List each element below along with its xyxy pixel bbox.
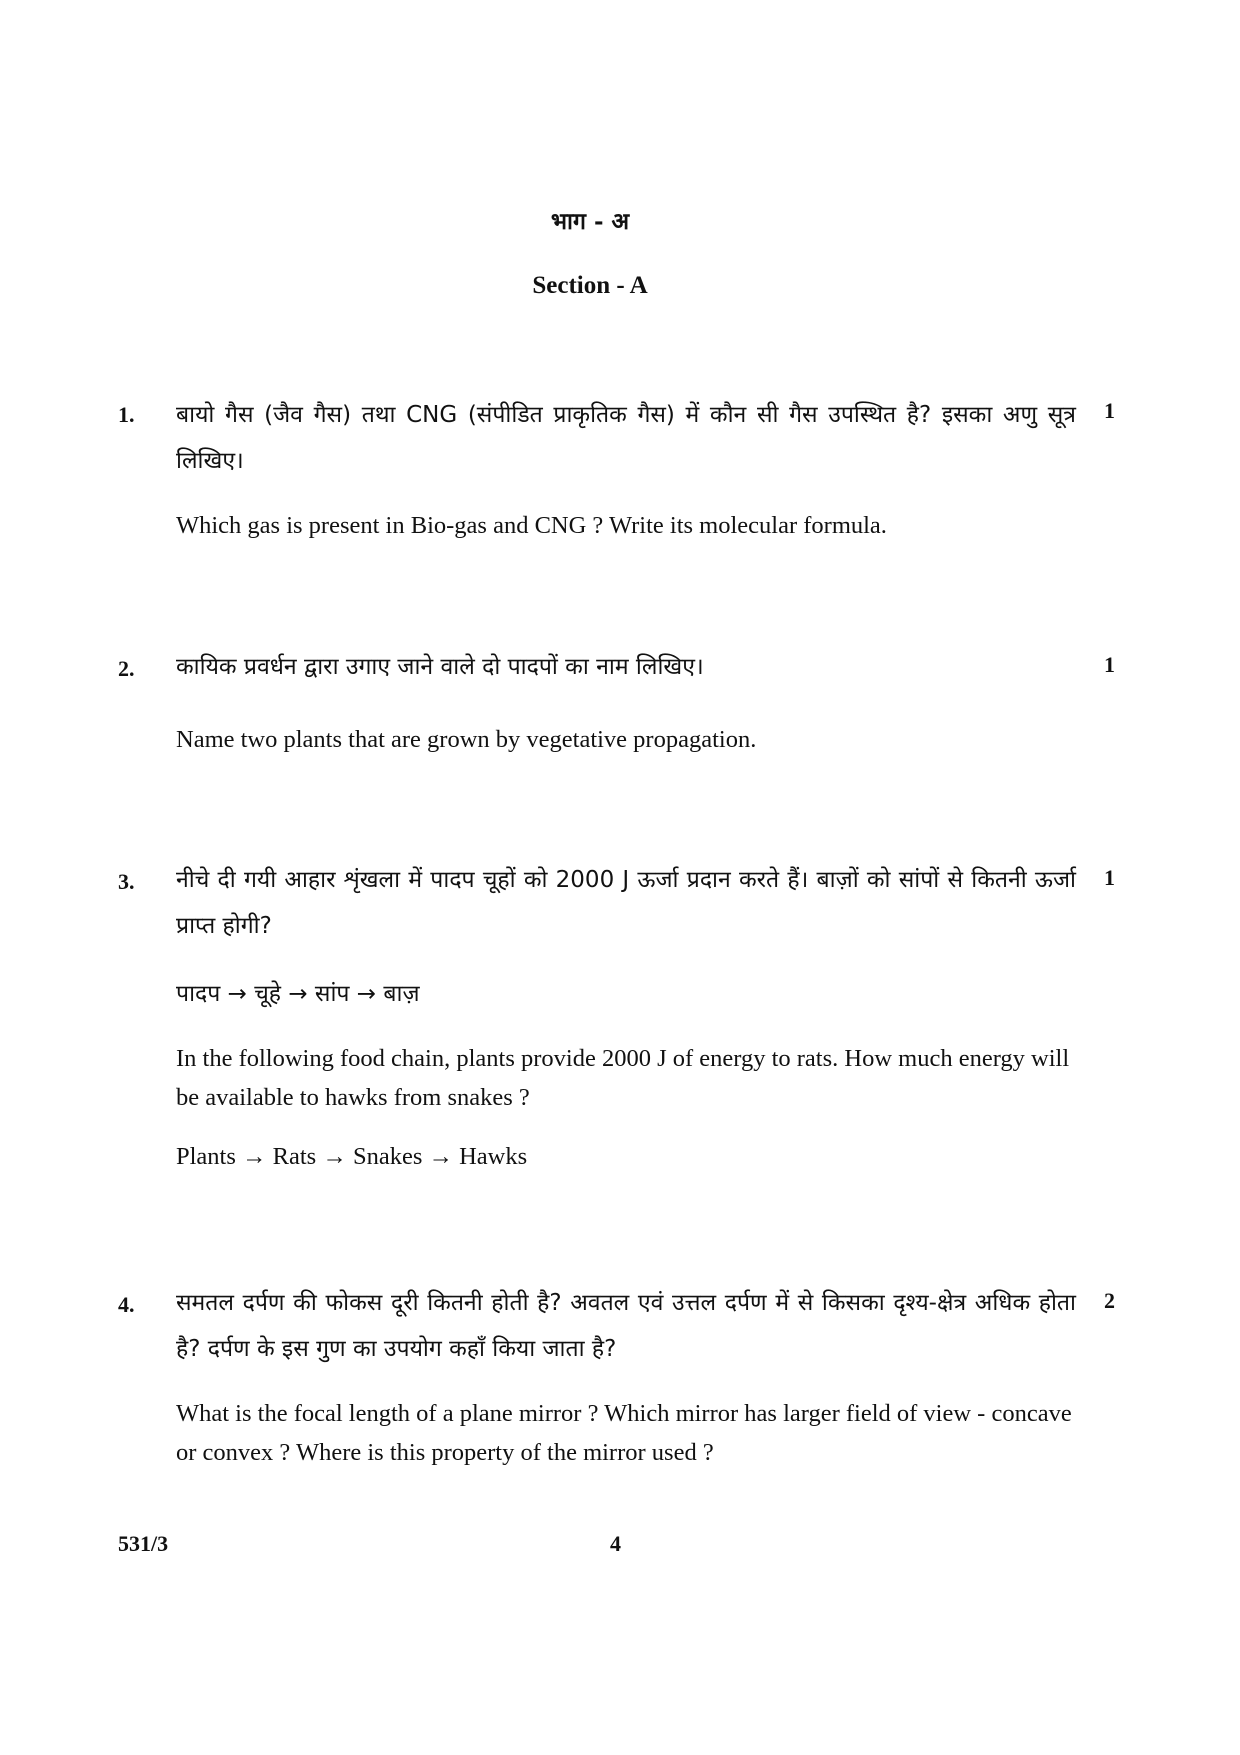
question-text-english: What is the focal length of a plane mirror ? Which mirror has larger field of view - concave or convex ? Where is this property of the mirror used ?	[176, 1400, 1072, 1466]
question-text-hindi: समतल दर्पण की फोकस दूरी कितनी होती है? अवतल एवं उत्तल दर्पण में से किसका दृश्य-क्षेत्र अधिक होता है? दर्पण के इस गुण का उपयोग कहाँ किया जाता है?	[176, 1290, 1076, 1362]
question-text-english: Which gas is present in Bio-gas and CNG ? Write its molecular formula.	[176, 512, 887, 539]
question-text-hindi: कायिक प्रवर्धन द्वारा उगाए जाने वाले दो पादपों का नाम लिखिए।	[176, 654, 704, 680]
question-text-english: Name two plants that are grown by vegetative propagation.	[176, 726, 757, 753]
question-number: 1.	[118, 402, 135, 427]
question-marks: 1	[1104, 865, 1115, 890]
question-text-english: In the following food chain, plants provide 2000 J of energy to rats. How much energy will be available to hawks from snakes ?	[176, 1045, 1070, 1111]
paper-code: 531/3	[118, 1531, 169, 1556]
food-chain-english: Plants → Rats → Snakes → Hawks	[176, 1143, 528, 1170]
question-marks: 1	[1104, 652, 1115, 677]
page-number: 4	[610, 1531, 621, 1556]
section-heading-hindi: भाग - अ	[550, 208, 630, 235]
question-number: 3.	[118, 869, 135, 894]
question-marks: 1	[1104, 398, 1115, 423]
question-number: 2.	[118, 656, 135, 681]
question-number: 4.	[118, 1292, 135, 1317]
question-marks: 2	[1104, 1288, 1115, 1313]
section-heading-english: Section - A	[532, 272, 648, 299]
question-text-hindi: बायो गैस (जैव गैस) तथा CNG (संपीडित प्राकृतिक गैस) में कौन सी गैस उपस्थित है? इसका अणु सूत्र लिखिए।	[176, 402, 1076, 474]
question-text-hindi: नीचे दी गयी आहार शृंखला में पादप चूहों को 2000 J ऊर्जा प्रदान करते हैं। बाज़ों को सांपों से कितनी ऊर्जा प्राप्त होगी?	[176, 867, 1076, 939]
food-chain-hindi: पादप → चूहे → सांप → बाज़	[176, 981, 420, 1007]
